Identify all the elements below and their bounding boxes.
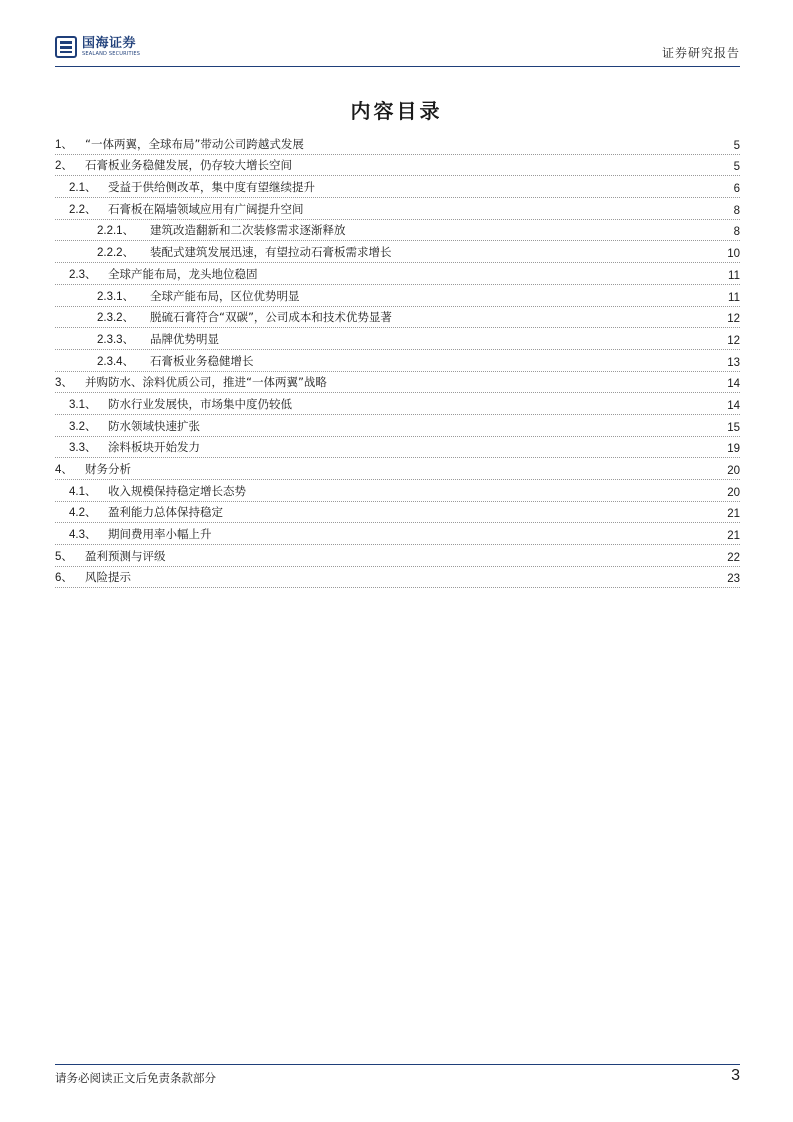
toc-entry-page: 20 xyxy=(727,465,740,477)
toc-entry-number: 4.3、 xyxy=(69,529,97,542)
toc-entry-title: 受益于供给侧改革，集中度有望继续提升 xyxy=(108,180,315,195)
toc-entry-number: 3、 xyxy=(55,377,73,390)
toc-entry-number: 3.1、 xyxy=(69,398,97,411)
toc-entry-title: 石膏板在隔墙领域应用有广阔提升空间 xyxy=(108,201,304,216)
page-number: 3 xyxy=(731,1067,740,1084)
toc-entry-page: 19 xyxy=(727,443,740,456)
toc-entry-page: 5 xyxy=(733,161,740,174)
toc-entry-number: 2.2.1、 xyxy=(97,225,135,238)
toc-entry[interactable] xyxy=(55,198,740,220)
toc-entry-page: 13 xyxy=(727,356,740,369)
toc-entry-title: 风险提示 xyxy=(85,570,131,585)
toc-entry-page: 11 xyxy=(728,269,740,282)
toc-entry-title: 脱硫石膏符合“双碳”，公司成本和技术优势显著 xyxy=(150,310,392,325)
toc-entry-title: 期间费用率小幅上升 xyxy=(108,527,212,542)
toc-entry-number: 1、 xyxy=(55,138,73,151)
toc-entry-title: 全球产能布局，龙头地位稳固 xyxy=(108,266,258,281)
toc-entry-title: 全球产能布局，区位优势明显 xyxy=(150,288,300,303)
toc-entry-number: 2.3.2、 xyxy=(97,312,135,325)
toc-entry-title: 财务分析 xyxy=(85,462,131,476)
toc-entry-number: 4.2、 xyxy=(69,507,97,520)
toc-entry-number: 3.2、 xyxy=(69,420,97,433)
toc-entry-page: 6 xyxy=(733,183,740,196)
toc-entry[interactable] xyxy=(55,567,740,589)
toc-entry[interactable] xyxy=(55,523,740,545)
toc-entry-page: 12 xyxy=(727,334,740,347)
toc-entry-page: 22 xyxy=(727,551,740,564)
toc-entry-title: 并购防水、涂料优质公司，推进“一体两翼”战略 xyxy=(85,375,327,390)
toc-entry[interactable] xyxy=(55,241,740,263)
toc-entry-number: 2.3.4、 xyxy=(97,355,135,368)
toc-entry-page: 14 xyxy=(727,378,740,391)
toc-entry-page: 15 xyxy=(727,421,740,434)
toc-entry-title: 装配式建筑发展迅速，有望拉动石膏板需求增长 xyxy=(150,245,392,260)
toc-entry-title: 盈利能力总体保持稳定 xyxy=(108,505,223,520)
toc-entry[interactable] xyxy=(55,415,740,437)
toc-entry-page: 8 xyxy=(733,204,740,217)
toc-entry-page: 20 xyxy=(727,486,740,499)
table-of-contents xyxy=(55,133,740,588)
toc-entry-page: 12 xyxy=(727,313,740,326)
toc-entry[interactable] xyxy=(55,372,740,394)
company-logo xyxy=(55,36,140,58)
toc-entry-number: 2.3、 xyxy=(69,268,97,281)
toc-entry-number: 2.3.1、 xyxy=(97,290,135,303)
toc-entry-title: 收入规模保持稳定增长态势 xyxy=(108,483,246,498)
toc-entry-title: 防水领域快速扩张 xyxy=(108,418,200,433)
toc-entry[interactable] xyxy=(55,393,740,415)
toc-entry-number: 2.3.3、 xyxy=(97,333,135,346)
toc-entry[interactable] xyxy=(55,220,740,242)
toc-entry-title: 盈利预测与评级 xyxy=(85,548,166,563)
logo-english-name: SEALAND SECURITIES xyxy=(82,51,141,57)
sealand-logo-icon xyxy=(55,36,77,58)
toc-entry-number: 4、 xyxy=(55,464,73,476)
toc-entry[interactable] xyxy=(55,502,740,524)
toc-entry[interactable] xyxy=(55,155,740,177)
page-footer xyxy=(55,1064,740,1085)
toc-title: 内容目录 xyxy=(350,99,443,123)
toc-entry-page: 8 xyxy=(733,226,740,239)
toc-entry[interactable] xyxy=(55,263,740,285)
toc-entry[interactable] xyxy=(55,328,740,350)
toc-entry-title: 石膏板业务稳健发展，仍存较大增长空间 xyxy=(85,158,292,173)
toc-entry[interactable] xyxy=(55,480,740,502)
toc-entry-number: 2.1、 xyxy=(69,182,97,195)
toc-entry-number: 6、 xyxy=(55,572,73,585)
toc-entry-page: 5 xyxy=(733,139,740,152)
toc-entry-number: 5、 xyxy=(55,550,73,563)
toc-entry-title: 品牌优势明显 xyxy=(150,331,219,346)
toc-entry-title: 石膏板业务稳健增长 xyxy=(150,353,254,368)
toc-entry-title: “一体两翼，全球布局”带动公司跨越式发展 xyxy=(85,136,304,151)
toc-entry-number: 2、 xyxy=(55,160,73,173)
toc-entry[interactable] xyxy=(55,176,740,198)
page-header xyxy=(55,36,740,67)
toc-entry[interactable] xyxy=(55,545,740,567)
report-type-label: 证券研究报告 xyxy=(661,46,740,60)
disclaimer-text: 请务必阅读正文后免责条款部分 xyxy=(55,1071,216,1085)
toc-entry-number: 3.3、 xyxy=(69,442,97,455)
toc-entry-number: 4.1、 xyxy=(69,485,97,498)
toc-entry-page: 21 xyxy=(727,530,740,543)
toc-entry-page: 14 xyxy=(727,399,740,412)
toc-entry-title: 涂料板块开始发力 xyxy=(108,440,200,455)
toc-entry[interactable] xyxy=(55,350,740,372)
toc-entry-page: 21 xyxy=(727,508,740,521)
toc-entry-title: 建筑改造翻新和二次装修需求逐渐释放 xyxy=(150,223,346,238)
toc-entry-number: 2.2、 xyxy=(69,203,97,216)
toc-entry[interactable] xyxy=(55,285,740,307)
toc-entry[interactable] xyxy=(55,133,740,155)
toc-entry[interactable] xyxy=(55,437,740,459)
toc-entry[interactable] xyxy=(55,307,740,329)
logo-chinese-name: 国海证券 xyxy=(82,36,137,51)
toc-entry-title: 防水行业发展快，市场集中度仍较低 xyxy=(108,396,292,411)
toc-entry-number: 2.2.2、 xyxy=(97,247,135,260)
toc-entry-page: 11 xyxy=(728,291,740,304)
toc-entry-page: 23 xyxy=(727,573,740,586)
toc-entry-page: 10 xyxy=(727,248,740,261)
toc-entry[interactable] xyxy=(55,458,740,480)
